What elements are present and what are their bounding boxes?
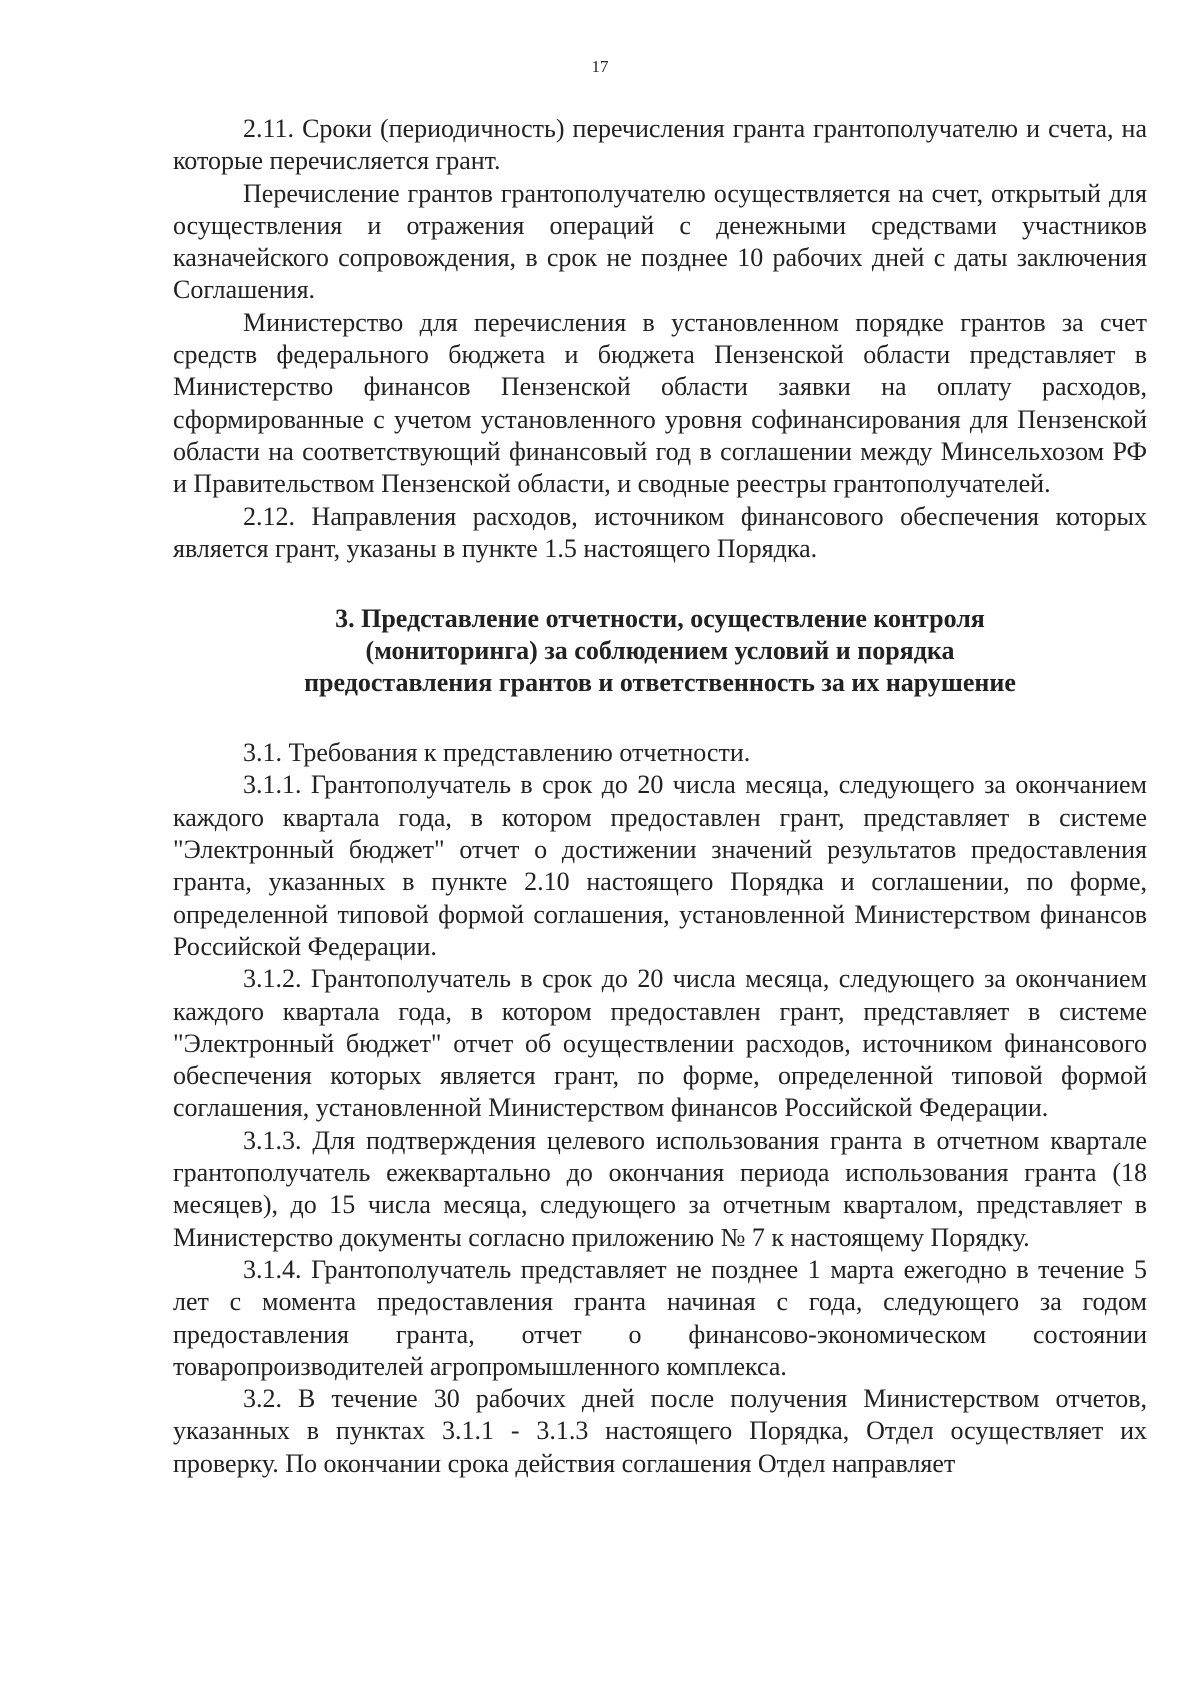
paragraph-3-1-3: 3.1.3. Для подтверждения целевого использования гранта в отчетном квартале грантополучатель ежеквартально до окончания периода использования гранта (18 месяцев), до 15 числа месяца, следующего за отчетным кварталом, представляет в Министерство документы согласно приложению № 7 к настоящему Порядку. xyxy=(173,1125,1147,1252)
section-heading-line: предоставления грантов и ответственность за их нарушение xyxy=(304,668,1016,698)
paragraph-3-1-4: 3.1.4. Грантополучатель представляет не позднее 1 марта ежегодно в течение 5 лет с момента предоставления гранта начиная с года, следующего за годом предоставления гранта, отчет о финансово-экономическом состоянии товаропроизводителей агропромышленного комплекса. xyxy=(173,1254,1147,1381)
section-heading-line: (мониторинга) за соблюдением условий и порядка xyxy=(365,636,955,666)
paragraph-ministry-requests: Министерство для перечисления в установленном порядке грантов за счет средств федерального бюджета и бюджета Пензенской области представляет в Министерство финансов Пензенской области заявки на оплату расходов, сформированные с учетом установленного уровня софинансирования для Пензенской области на соответствующий финансовый год в соглашении между Минсельхозом РФ и Правительством Пензенской области, и сводные реестры грантополучателей. xyxy=(173,307,1147,499)
paragraph-2-12: 2.12. Направления расходов, источником финансового обеспечения которых является грант, указаны в пункте 1.5 настоящего Порядка. xyxy=(173,501,1147,563)
paragraph-2-11: 2.11. Сроки (периодичность) перечисления гранта грантополучателю и счета, на которые перечисляется грант. xyxy=(173,114,1147,176)
paragraph-3-1: 3.1. Требования к представлению отчетности. xyxy=(243,738,751,768)
section-heading xyxy=(173,603,1147,699)
paragraph-grant-transfer: Перечисление грантов грантополучателю осуществляется на счет, открытый для осуществления и отражения операций с денежными средствами участников казначейского сопровождения, в срок не позднее 10 рабочих дней с даты заключения Соглашения. xyxy=(173,178,1147,305)
document-body xyxy=(173,113,1147,1480)
page-number: 17 xyxy=(591,57,609,76)
paragraph-3-1-2: 3.1.2. Грантополучатель в срок до 20 числа месяца, следующего за окончанием каждого квартала года, в котором предоставлен грант, представляет в системе "Электронный бюджет" отчет об осуществлении расходов, источником финансового обеспечения которых является грант, по форме, определенной типовой формой соглашения, установленной Министерством финансов Российской Федерации. xyxy=(173,964,1147,1123)
section-heading-line: 3. Представление отчетности, осуществление контроля xyxy=(335,604,985,634)
paragraph-3-2: 3.2. В течение 30 рабочих дней после получения Министерством отчетов, указанных в пунктах 3.1.1 - 3.1.3 настоящего Порядка, Отдел осуществляет их проверку. По окончании срока действия соглашения Отдел направляет xyxy=(173,1384,1147,1478)
paragraph-3-1-1: 3.1.1. Грантополучатель в срок до 20 числа месяца, следующего за окончанием каждого квартала года, в котором предоставлен грант, представляет в системе "Электронный бюджет" отчет о достижении значений результатов предоставления гранта, указанных в пункте 2.10 настоящего Порядка и соглашении, по форме, определенной типовой формой соглашения, установленной Министерством финансов Российской Федерации. xyxy=(173,770,1147,961)
